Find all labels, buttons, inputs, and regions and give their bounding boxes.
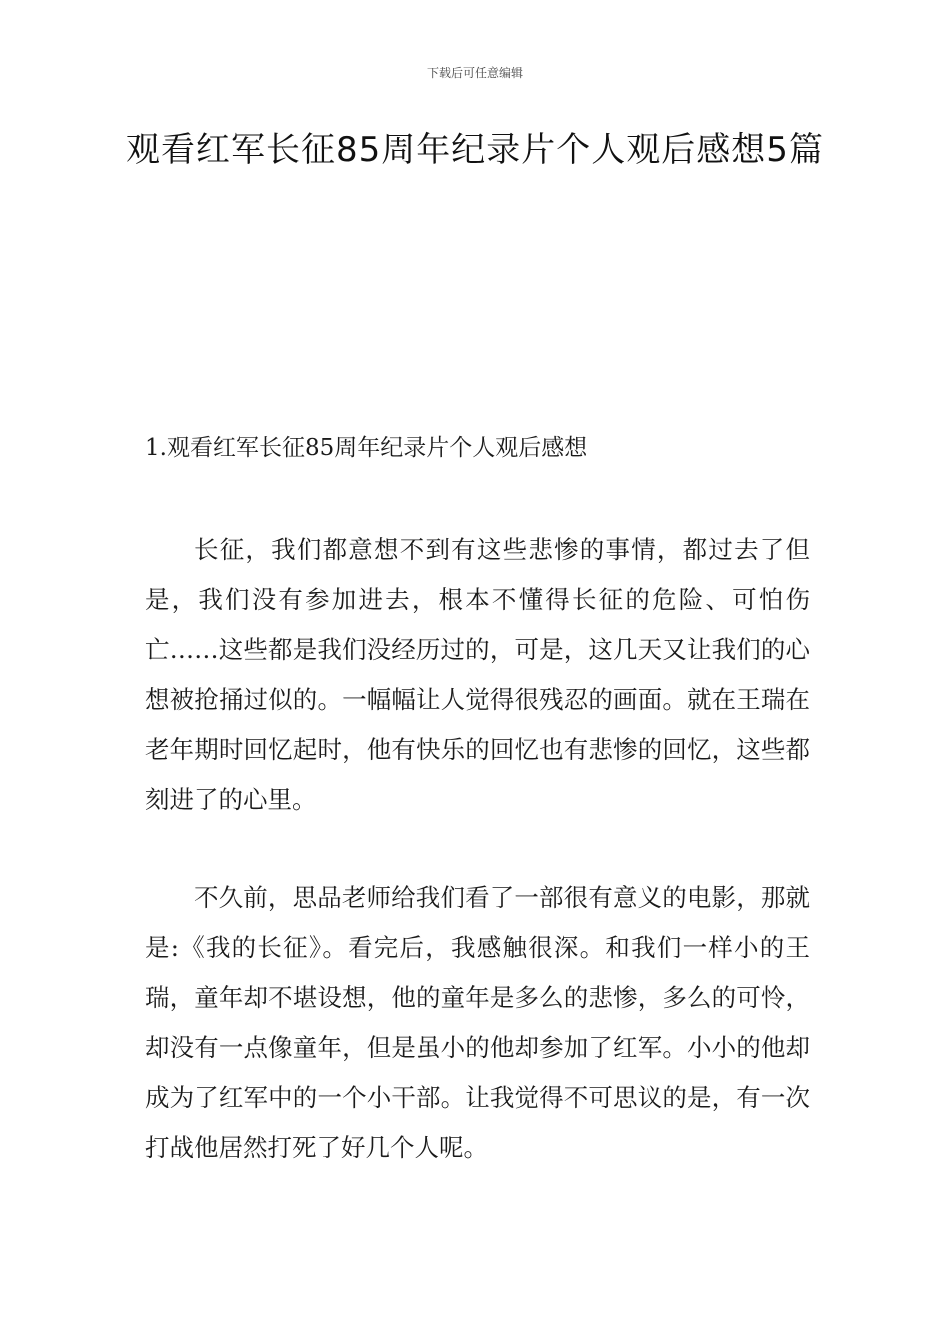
header-note: 下载后可任意编辑 <box>426 66 523 80</box>
body-paragraph-2: 不久前，思品老师给我们看了一部很有意义的电影，那就是:《我的长征》。看完后，我感触很深。和我们一样小的王瑞，童年却不堪设想，他的童年是多么的悲惨，多么的可怜，却没有一点像童年，但是虽小的他却参加了红军。小小的他却成为了红军中的一个小干部。让我觉得不可思议的是，有一次打战他居然打死了好几个人呢。 <box>145 883 810 1162</box>
body-paragraph-1: 长征，我们都意想不到有这些悲惨的事情，都过去了但是，我们没有参加进去，根本不懂得长征的危险、可怕伤亡……这些都是我们没经历过的，可是，这几天又让我们的心想被抢捅过似的。一幅幅让人觉得很残忍的画面。就在王瑞在老年期时回忆起时，他有快乐的回忆也有悲惨的回忆，这些都刻进了的心里。 <box>145 535 810 814</box>
document-title: 观看红军长征85周年纪录片个人观后感想5篇 <box>126 130 824 170</box>
section-heading: 1.观看红军长征85周年纪录片个人观后感想 <box>145 435 588 461</box>
